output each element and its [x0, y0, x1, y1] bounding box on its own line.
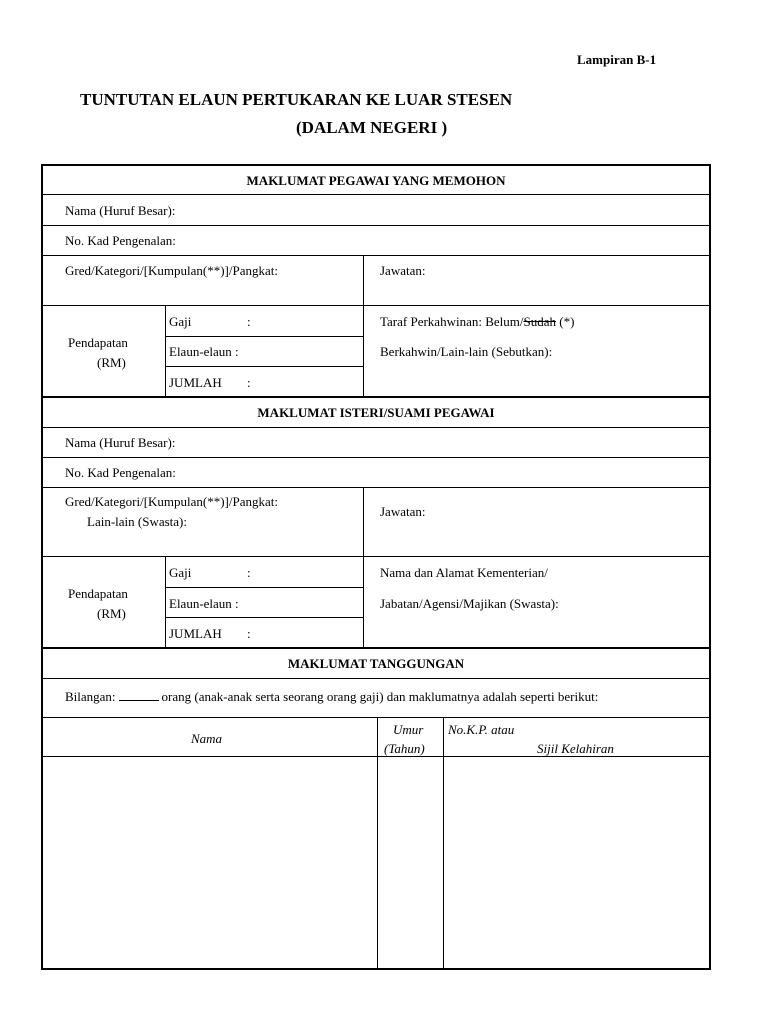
row-divider [165, 587, 363, 588]
spouse-other-label: Lain-lain (Swasta): [87, 514, 187, 529]
row-divider [165, 336, 363, 337]
dependants-count-line [65, 688, 598, 705]
row-divider [165, 617, 363, 618]
column-header-age: Umur [393, 722, 424, 737]
column-divider [377, 717, 378, 969]
annex-label: Lampiran B-1 [577, 52, 657, 67]
section-heading-dependants: MAKLUMAT TANGGUNGAN [287, 656, 465, 671]
spouse-post-label: Jawatan: [380, 504, 426, 519]
applicant-post-label: Jawatan: [380, 263, 426, 278]
spouse-grade-label: Gred/Kategori/[Kumpulan(**)]/Pangkat: [65, 494, 278, 509]
applicant-ic-label: No. Kad Pengenalan: [65, 233, 176, 248]
spouse-income-label: Pendapatan [68, 586, 128, 601]
column-divider [443, 717, 444, 969]
row-divider [42, 717, 710, 718]
row-divider [42, 487, 710, 488]
column-header-name: Nama [191, 731, 223, 746]
column-divider [165, 305, 166, 396]
spouse-total-label: JUMLAH [169, 626, 222, 641]
dependants-count-label: Bilangan: [65, 689, 116, 704]
form-title: TUNTUTAN ELAUN PERTUKARAN KE LUAR STESEN [80, 90, 513, 109]
spouse-ic-label: No. Kad Pengenalan: [65, 465, 176, 480]
applicant-income-unit: (RM) [97, 355, 126, 370]
form-subtitle: (DALAM NEGERI ) [296, 118, 448, 137]
row-divider [42, 225, 710, 226]
section-divider [42, 396, 710, 398]
applicant-total-colon: : [247, 375, 251, 390]
section-heading-applicant: MAKLUMAT PEGAWAI YANG MEMOHON [246, 173, 506, 188]
column-header-id-2: Sijil Kelahiran [537, 741, 614, 756]
applicant-grade-label: Gred/Kategori/[Kumpulan(**)]/Pangkat: [65, 263, 278, 278]
spouse-income-unit: (RM) [97, 606, 126, 621]
dependants-count-suffix: orang (anak-anak serta seorang orang gaji) dan maklumatnya adalah seperti berikut: [161, 689, 599, 704]
applicant-total-label: JUMLAH [169, 375, 222, 390]
marital-status-options: Berkahwin/Lain-lain (Sebutkan): [380, 344, 553, 359]
spouse-employer-label: Nama dan Alamat Kementerian/ [380, 565, 548, 580]
row-divider [42, 556, 710, 557]
spouse-employer-label-2: Jabatan/Agensi/Majikan (Swasta): [380, 596, 559, 611]
column-divider [363, 487, 364, 647]
column-header-id: No.K.P. atau [448, 722, 515, 737]
spouse-name-label: Nama (Huruf Besar): [65, 435, 176, 450]
section-divider [42, 647, 710, 649]
row-divider [42, 427, 710, 428]
applicant-income-label: Pendapatan [68, 335, 128, 350]
dependants-count-blank [119, 688, 159, 701]
marital-status-label [380, 314, 574, 330]
form-frame [41, 164, 711, 970]
applicant-allowance-label: Elaun-elaun : [169, 344, 239, 359]
marital-status-suffix: (*) [556, 314, 575, 329]
row-divider [42, 305, 710, 306]
applicant-salary-label: Gaji [169, 314, 192, 329]
row-divider [42, 194, 710, 195]
spouse-salary-label: Gaji [169, 565, 192, 580]
row-divider [42, 457, 710, 458]
column-divider [363, 255, 364, 396]
column-divider [165, 556, 166, 647]
applicant-salary-colon: : [247, 314, 251, 329]
column-header-age-unit: (Tahun) [384, 741, 425, 756]
row-divider [42, 255, 710, 256]
spouse-allowance-label: Elaun-elaun : [169, 596, 239, 611]
spouse-total-colon: : [247, 626, 251, 641]
row-divider [42, 678, 710, 679]
section-heading-spouse: MAKLUMAT ISTERI/SUAMI PEGAWAI [257, 405, 495, 420]
applicant-name-label: Nama (Huruf Besar): [65, 203, 176, 218]
row-divider [165, 366, 363, 367]
marital-status-prefix: Taraf Perkahwinan: Belum/ [380, 314, 524, 329]
marital-status-struck: Sudah [523, 314, 556, 329]
spouse-salary-colon: : [247, 565, 251, 580]
